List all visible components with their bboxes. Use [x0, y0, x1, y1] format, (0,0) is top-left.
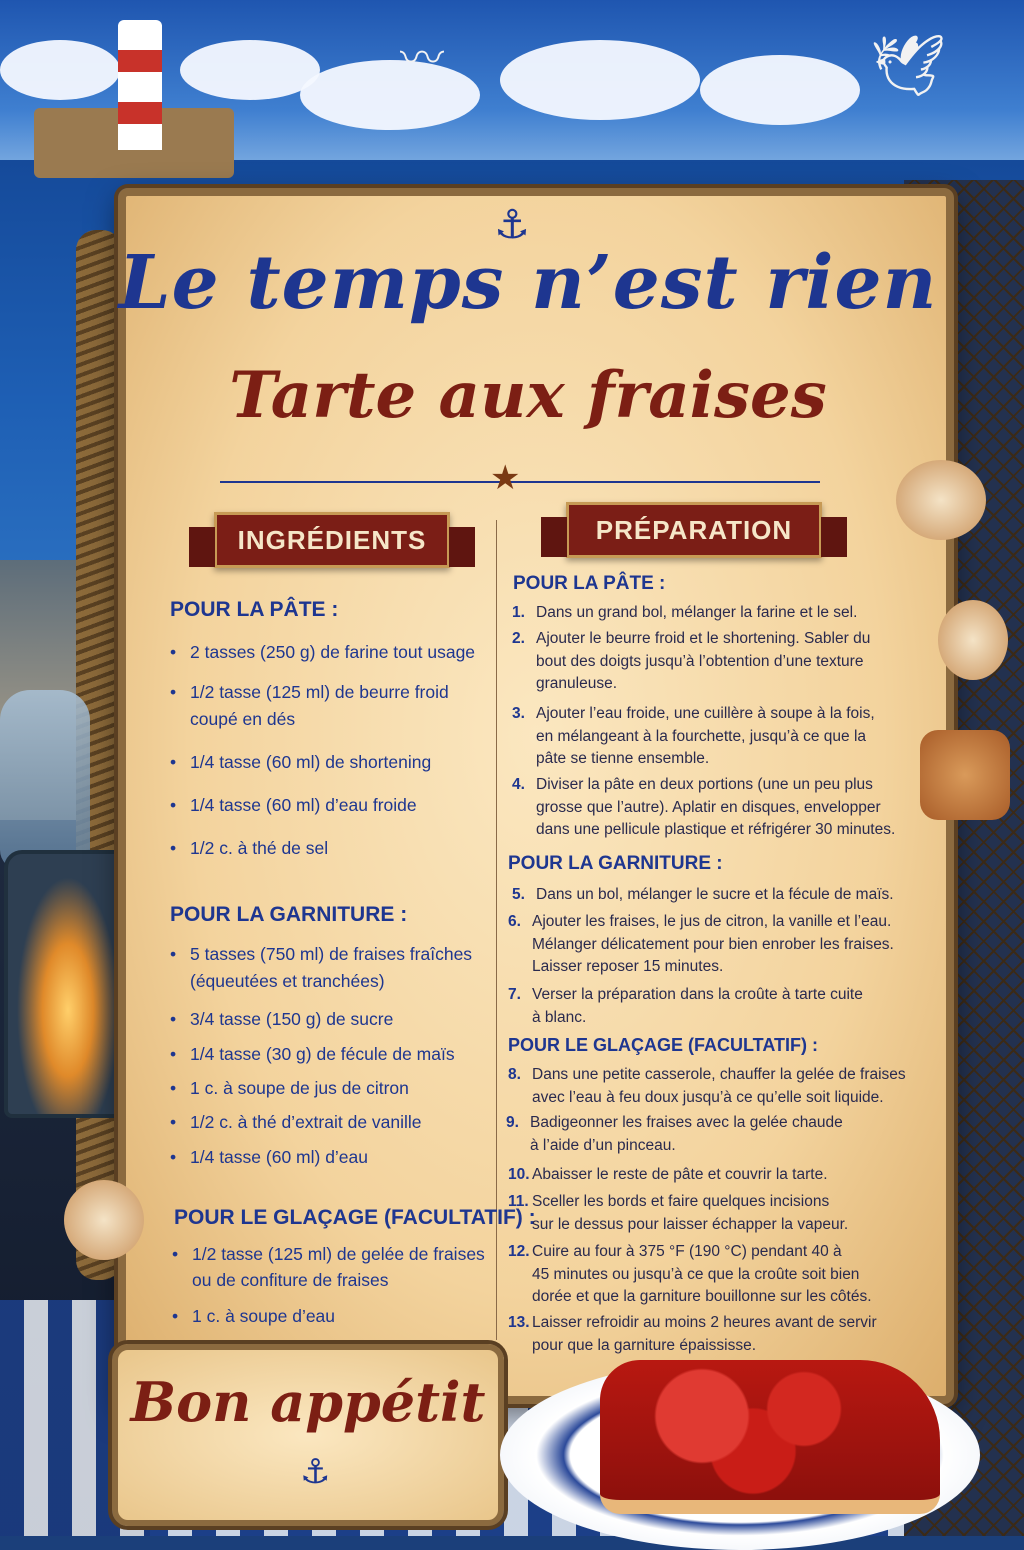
- preparation-step: [512, 884, 894, 907]
- step-line: Laisser reposer 15 minutes.: [532, 958, 724, 975]
- step-line: granuleuse.: [536, 675, 618, 692]
- section-heading: POUR LA PÂTE :: [170, 598, 339, 621]
- step-line: dans une pellicule plastique et réfrigérer 30 minutes.: [536, 821, 896, 838]
- step-line: Diviser la pâte en deux portions (une un peu plus: [536, 776, 873, 793]
- ingredient-item: • 1/2 tasse (125 ml) de beurre froid: [190, 678, 449, 706]
- step-line: pâte se tienne ensemble.: [536, 750, 710, 767]
- ingredient-item: • 1 c. à soupe d’eau: [192, 1302, 335, 1330]
- seagull-perched: 🕊: [870, 31, 947, 101]
- step-number: 4.: [512, 776, 525, 793]
- preparation-step: [512, 628, 871, 696]
- step-number: 10.: [508, 1166, 530, 1183]
- ingredient-item: • 5 tasses (750 ml) de fraises fraîches: [190, 940, 472, 968]
- step-line: Abaisser le reste de pâte et couvrir la tarte.: [532, 1166, 828, 1183]
- cloud: [700, 55, 860, 125]
- step-number: 12.: [508, 1243, 530, 1260]
- recipe-title: Tarte aux fraises: [229, 358, 827, 433]
- preparation-step: [512, 703, 875, 771]
- step-line: Cuire au four à 375 °F (190 °C) pendant 40 à: [532, 1243, 842, 1260]
- preparation-step: [508, 984, 863, 1029]
- step-number: 8.: [508, 1066, 521, 1083]
- preparation-step: [508, 1191, 849, 1236]
- preparation-step: [512, 774, 896, 842]
- step-number: 5.: [512, 886, 525, 903]
- step-number: 13.: [508, 1314, 530, 1331]
- step-line: avec l’eau à feu doux jusqu’à ce qu’elle soit liquide.: [532, 1088, 884, 1106]
- ingredient-item-continued: (équeutées et tranchées): [190, 971, 385, 991]
- lantern-decoration: [4, 850, 132, 1118]
- ingredient-item: • 1/2 c. à thé de sel: [190, 834, 328, 862]
- cloud: [180, 40, 320, 100]
- ingredient-item: • 1/4 tasse (60 ml) d’eau: [190, 1143, 368, 1171]
- step-line: Dans un bol, mélanger le sucre et la fécule de maïs.: [536, 886, 894, 903]
- step-line: dorée et que la garniture bouillonne sur les côtés.: [532, 1288, 872, 1305]
- ingredient-item-continued: coupé en dés: [190, 709, 296, 729]
- ingredient-item: • 1/2 tasse (125 ml) de gelée de fraises: [192, 1240, 485, 1268]
- bon-appetit-text: Bon appétit: [130, 1370, 486, 1434]
- step-line: Mélanger délicatement pour bien enrober les fraises.: [532, 935, 894, 953]
- step-line: Dans un grand bol, mélanger la farine et le sel.: [536, 604, 858, 621]
- ingredient-item: • 1/4 tasse (30 g) de fécule de maïs: [190, 1040, 455, 1068]
- step-number: 7.: [508, 986, 521, 1003]
- ingredient-item: • 1/4 tasse (60 ml) d’eau froide: [190, 791, 417, 819]
- starfish-decoration: [920, 730, 1010, 820]
- ingredient-item-continued: ou de confiture de fraises: [192, 1270, 389, 1290]
- cloud: [0, 40, 120, 100]
- step-number: 2.: [512, 630, 525, 647]
- step-line: Verser la préparation dans la croûte à tarte cuite: [532, 986, 863, 1003]
- seashell-decoration: [896, 460, 986, 540]
- step-line: à blanc.: [532, 1008, 587, 1026]
- step-number: 9.: [506, 1114, 519, 1131]
- preparation-step: [508, 1164, 828, 1187]
- seagull-flying: 〰: [400, 33, 444, 84]
- anchor-icon: ⚓: [300, 1452, 331, 1492]
- step-number: 3.: [512, 705, 525, 722]
- step-number: 6.: [508, 913, 521, 930]
- step-number: 1.: [512, 604, 525, 621]
- section-heading: POUR LE GLAÇAGE (FACULTATIF) :: [174, 1206, 536, 1229]
- preparation-step: [508, 911, 894, 979]
- step-line: 45 minutes ou jusqu’à ce que la croûte soit bien: [532, 1265, 860, 1283]
- bottle-decoration: [0, 690, 90, 870]
- ingredient-item: • 1/2 c. à thé d’extrait de vanille: [190, 1108, 422, 1136]
- preparation-step: [508, 1312, 877, 1357]
- step-line: en mélangeant à la fourchette, jusqu’à ce que la: [536, 727, 867, 745]
- ingredients-banner: INGRÉDIENTS: [214, 512, 450, 568]
- seashell-decoration: [64, 1180, 144, 1260]
- step-line: Dans une petite casserole, chauffer la gelée de fraises: [532, 1066, 906, 1083]
- step-line: à l’aide d’un pinceau.: [530, 1136, 676, 1154]
- ingredient-item: • 3/4 tasse (150 g) de sucre: [190, 1005, 393, 1033]
- step-line: Ajouter l’eau froide, une cuillère à soupe à la fois,: [536, 705, 875, 722]
- ingredient-item: • 1/4 tasse (60 ml) de shortening: [190, 748, 431, 776]
- preparation-step: [508, 1241, 872, 1309]
- step-line: Ajouter le beurre froid et le shortening. Sabler du: [536, 630, 871, 647]
- step-line: Sceller les bords et faire quelques incisions: [532, 1193, 830, 1210]
- seashell-decoration: [938, 600, 1008, 680]
- cloud: [300, 60, 480, 130]
- anchor-icon: ⚓: [494, 202, 530, 248]
- step-line: bout des doigts jusqu’à l’obtention d’une texture: [536, 652, 864, 670]
- strawberry-tart-slice: [600, 1360, 940, 1514]
- cloud: [500, 40, 700, 120]
- section-heading: POUR LA PÂTE :: [513, 573, 666, 594]
- section-heading: POUR LE GLAÇAGE (FACULTATIF) :: [508, 1035, 818, 1055]
- ingredient-item: • 2 tasses (250 g) de farine tout usage: [190, 638, 475, 666]
- preparation-step: [506, 1112, 843, 1157]
- section-heading: POUR LA GARNITURE :: [170, 903, 408, 926]
- step-line: Badigeonner les fraises avec la gelée chaude: [530, 1114, 843, 1131]
- step-line: pour que la garniture épaississe.: [532, 1336, 757, 1354]
- step-line: Laisser refroidir au moins 2 heures avant de servir: [532, 1314, 877, 1331]
- step-line: grosse que l’autre). Aplatir en disques, envelopper: [536, 798, 881, 816]
- ingredient-item: • 1 c. à soupe de jus de citron: [190, 1074, 409, 1102]
- page-title: Le temps n’est rien: [118, 240, 938, 326]
- lighthouse: [118, 20, 162, 150]
- step-number: 11.: [508, 1193, 529, 1210]
- preparation-step: [512, 602, 858, 625]
- step-line: sur le dessus pour laisser échapper la vapeur.: [532, 1215, 849, 1233]
- preparation-banner: PRÉPARATION: [566, 502, 822, 558]
- section-heading: POUR LA GARNITURE :: [508, 853, 723, 874]
- preparation-step: [508, 1064, 906, 1109]
- step-line: Ajouter les fraises, le jus de citron, la vanille et l’eau.: [532, 913, 892, 930]
- star-icon: ★: [490, 458, 521, 498]
